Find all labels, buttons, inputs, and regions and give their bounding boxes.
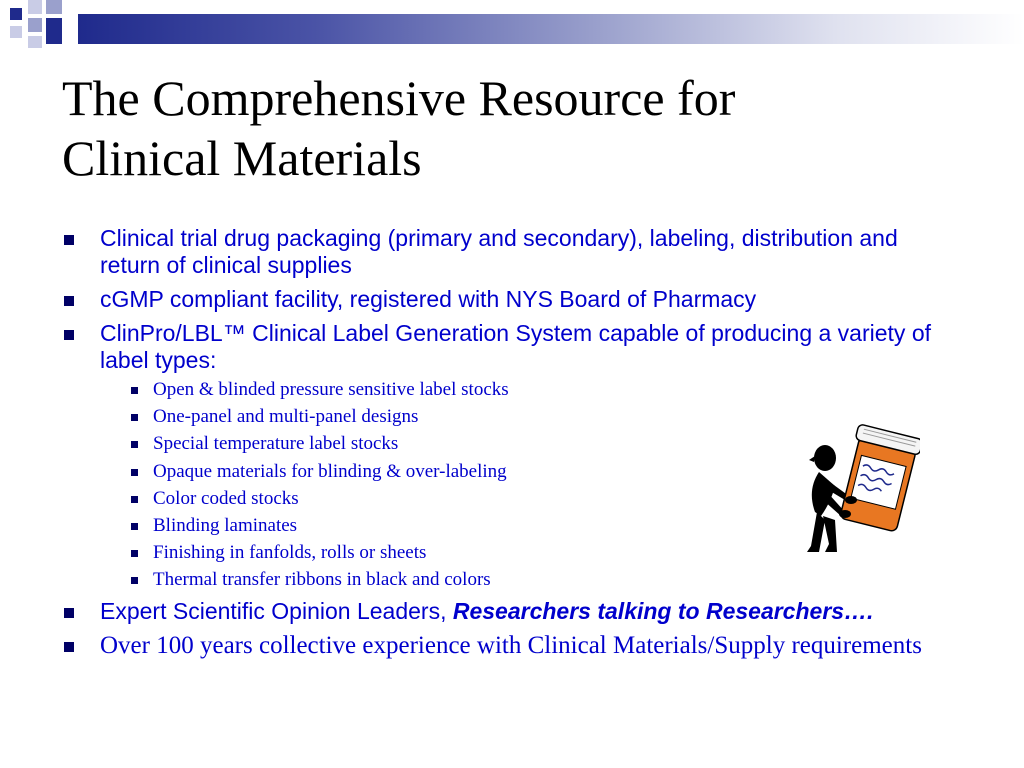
- sub-bullet-text: Special temperature label stocks: [153, 433, 399, 455]
- sub-bullet-square-icon: [131, 550, 138, 557]
- bullet-square-icon: [64, 330, 74, 340]
- bullet-item: [62, 225, 942, 279]
- sub-bullet-text: Finishing in fanfolds, rolls or sheets: [153, 542, 427, 564]
- bullet-text: Expert Scientific Opinion Leaders,: [100, 597, 453, 624]
- bullet-text: Clinical trial drug packaging (primary and secondary), labeling, distribution and return of clinical supplies: [100, 225, 898, 278]
- sub-bullet-text: Thermal transfer ribbons in black and colors: [153, 569, 491, 591]
- bullet-square-icon: [64, 608, 74, 618]
- sub-bullet-square-icon: [131, 577, 138, 584]
- sub-bullet-square-icon: [131, 441, 138, 448]
- person-carrying-pill-bottle-icon: [805, 420, 920, 560]
- bullet-square-icon: [64, 642, 74, 652]
- sub-bullet-text: Opaque materials for blinding & over-labeling: [153, 460, 507, 482]
- bullet-emphasis-text: Researchers talking to Researchers….: [452, 597, 874, 624]
- slide-title-line-2: Clinical Materials: [62, 130, 422, 186]
- corner-squares-decoration: [0, 0, 80, 60]
- slide-title-line-1: The Comprehensive Resource for: [62, 70, 736, 126]
- sub-bullet-square-icon: [131, 414, 138, 421]
- sub-bullet-text: Blinding laminates: [153, 515, 298, 537]
- sub-bullet-text: Color coded stocks: [153, 487, 299, 509]
- sub-bullet-item: [62, 566, 942, 593]
- sub-bullet-square-icon: [131, 523, 138, 530]
- bullet-square-icon: [64, 296, 74, 306]
- bullet-item: [62, 598, 942, 625]
- header-gradient-band: [78, 14, 1024, 44]
- sub-bullet-item: [62, 376, 942, 403]
- sub-bullet-text: Open & blinded pressure sensitive label stocks: [153, 379, 509, 400]
- sub-bullet-square-icon: [131, 469, 138, 476]
- sub-bullet-text: One-panel and multi-panel designs: [153, 406, 419, 428]
- bullet-item: [62, 632, 942, 659]
- bullet-text: cGMP compliant facility, registered with NYS Board of Pharmacy: [100, 286, 757, 312]
- slide-title: [62, 68, 962, 188]
- bullet-text: Over 100 years collective experience with Clinical Materials/Supply requirements: [100, 631, 922, 659]
- bullet-text: ClinPro/LBL™ Clinical Label Generation System capable of producing a variety of label types:: [100, 320, 931, 373]
- bullet-square-icon: [64, 235, 74, 245]
- sub-bullet-square-icon: [131, 387, 138, 394]
- bullet-item: [62, 286, 942, 313]
- sub-bullet-square-icon: [131, 496, 138, 503]
